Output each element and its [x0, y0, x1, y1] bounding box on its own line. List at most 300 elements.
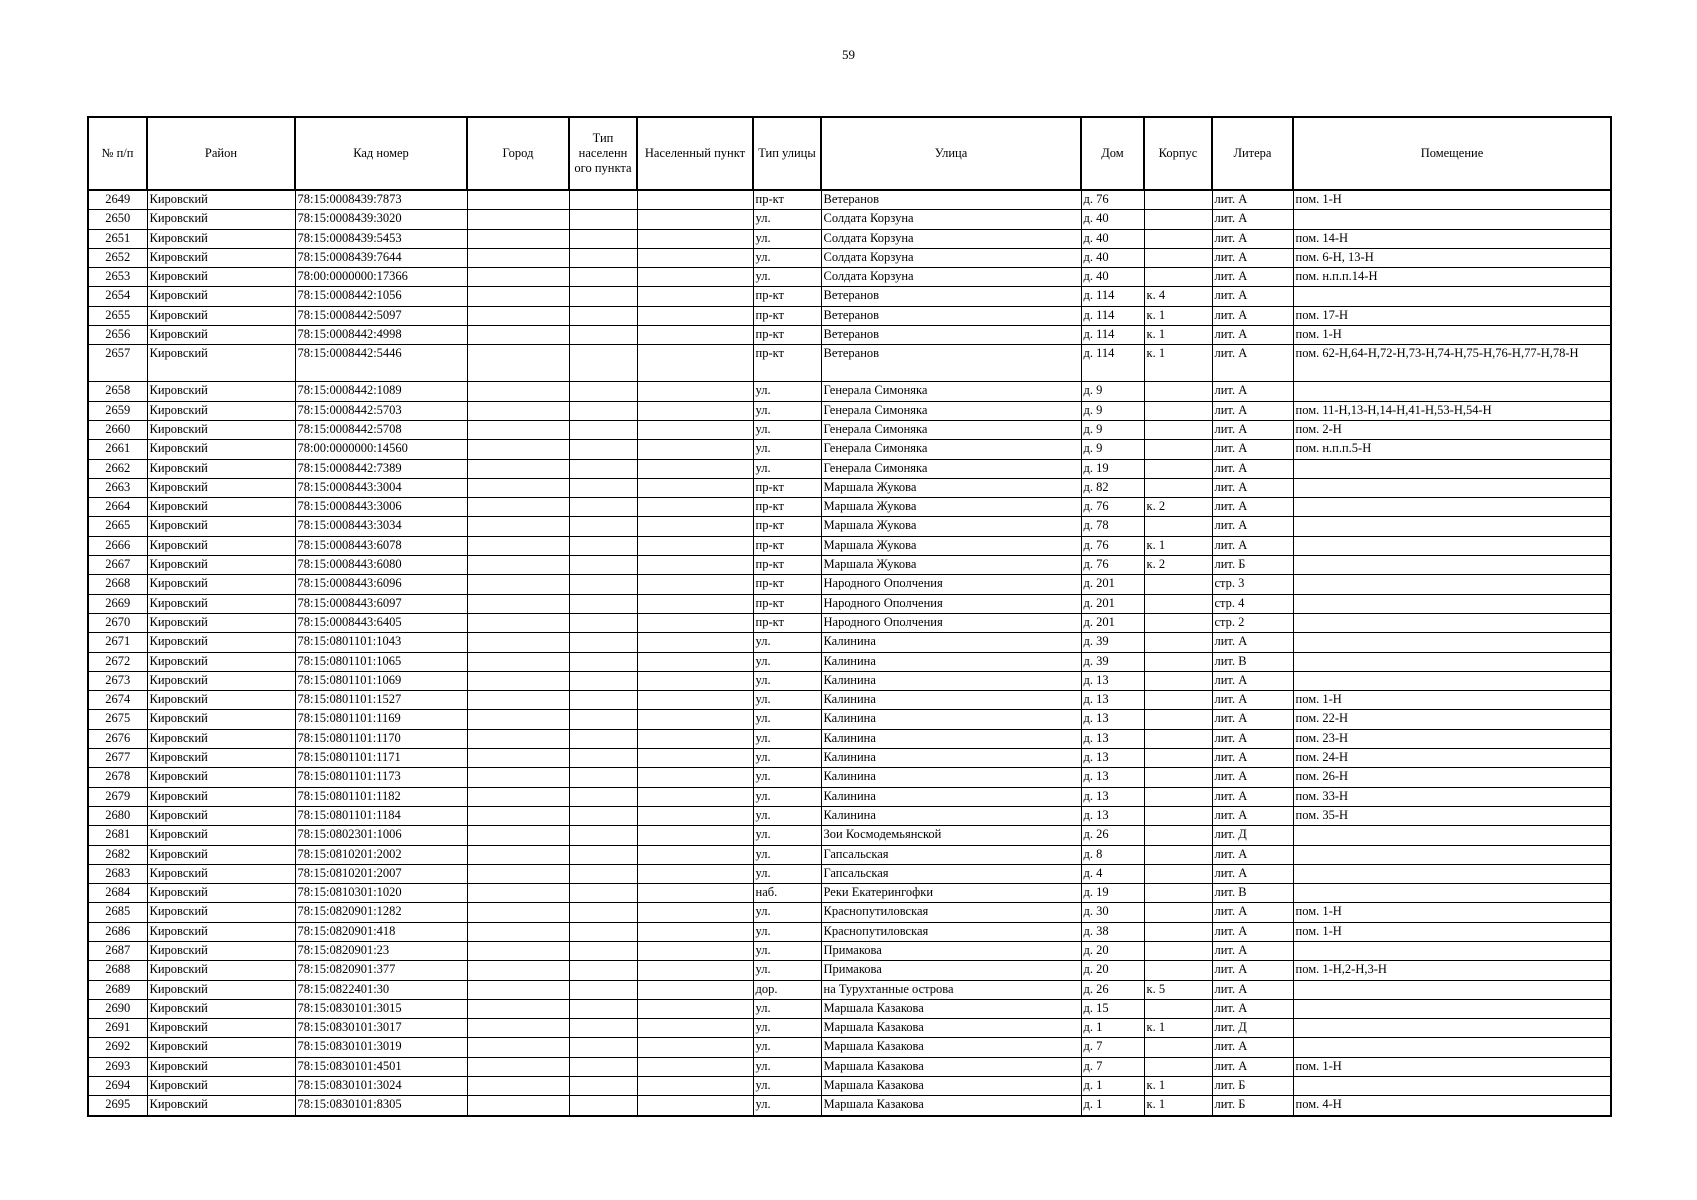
- table-row: [88, 671, 1611, 690]
- cell-col-street-type: пр-кт: [753, 326, 821, 345]
- cell-col-settlement: [637, 806, 753, 825]
- cell-col-settlement-type: [569, 287, 637, 306]
- cell-col-city: [467, 806, 569, 825]
- cell-col-street-type: ул.: [753, 710, 821, 729]
- table-row: [88, 229, 1611, 248]
- cell-col-letter: лит. А: [1212, 268, 1293, 287]
- cell-col-settlement-type: [569, 326, 637, 345]
- cell-col-premises: пом. 14-Н: [1293, 229, 1611, 248]
- cell-col-building: [1144, 190, 1212, 210]
- cell-col-settlement-type: [569, 787, 637, 806]
- cell-col-letter: лит. А: [1212, 248, 1293, 267]
- cell-col-district: Кировский: [147, 884, 295, 903]
- cell-col-street: Маршала Казакова: [821, 1038, 1081, 1057]
- table-row: [88, 999, 1611, 1018]
- cell-col-settlement: [637, 787, 753, 806]
- cell-col-settlement: [637, 1077, 753, 1096]
- cell-col-number: 2695: [88, 1096, 147, 1116]
- cell-col-city: [467, 980, 569, 999]
- cell-col-building: к. 5: [1144, 980, 1212, 999]
- cell-col-city: [467, 961, 569, 980]
- cell-col-settlement-type: [569, 382, 637, 401]
- cell-col-cadastral: 78:15:0008439:7873: [295, 190, 467, 210]
- cell-col-number: 2650: [88, 210, 147, 229]
- cell-col-settlement: [637, 826, 753, 845]
- cell-col-premises: [1293, 941, 1611, 960]
- cell-col-city: [467, 729, 569, 748]
- cell-col-number: 2678: [88, 768, 147, 787]
- cell-col-district: Кировский: [147, 864, 295, 883]
- cell-col-cadastral: 78:15:0008439:3020: [295, 210, 467, 229]
- cell-col-house: д. 13: [1081, 806, 1144, 825]
- cell-col-house: д. 39: [1081, 633, 1144, 652]
- table-row: [88, 884, 1611, 903]
- cell-col-settlement-type: [569, 980, 637, 999]
- cell-col-cadastral: 78:15:0008443:6405: [295, 613, 467, 632]
- cell-col-street-type: пр-кт: [753, 594, 821, 613]
- cell-col-number: 2668: [88, 575, 147, 594]
- cell-col-letter: лит. А: [1212, 382, 1293, 401]
- cell-col-city: [467, 671, 569, 690]
- cell-col-settlement: [637, 941, 753, 960]
- cell-col-street-type: ул.: [753, 691, 821, 710]
- cell-col-settlement-type: [569, 729, 637, 748]
- cell-col-letter: лит. А: [1212, 536, 1293, 555]
- cell-col-number: 2671: [88, 633, 147, 652]
- cell-col-city: [467, 941, 569, 960]
- cell-col-premises: [1293, 556, 1611, 575]
- cell-col-street-type: ул.: [753, 1077, 821, 1096]
- cell-col-cadastral: 78:15:0801101:1043: [295, 633, 467, 652]
- cell-col-house: д. 114: [1081, 287, 1144, 306]
- cell-col-street-type: дор.: [753, 980, 821, 999]
- cell-col-house: д. 1: [1081, 1077, 1144, 1096]
- cell-col-number: 2680: [88, 806, 147, 825]
- cell-col-street-type: ул.: [753, 768, 821, 787]
- cell-col-house: д. 13: [1081, 749, 1144, 768]
- cell-col-street-type: ул.: [753, 248, 821, 267]
- cell-col-number: 2656: [88, 326, 147, 345]
- cell-col-city: [467, 575, 569, 594]
- cell-col-letter: лит. А: [1212, 498, 1293, 517]
- cell-col-city: [467, 401, 569, 420]
- cell-col-district: Кировский: [147, 556, 295, 575]
- cell-col-street-type: ул.: [753, 826, 821, 845]
- cell-col-building: [1144, 884, 1212, 903]
- cell-col-settlement: [637, 1096, 753, 1116]
- cell-col-settlement-type: [569, 248, 637, 267]
- cell-col-letter: лит. А: [1212, 287, 1293, 306]
- cell-col-street-type: ул.: [753, 1057, 821, 1076]
- cell-col-street-type: ул.: [753, 1096, 821, 1116]
- cell-col-street: Маршала Жукова: [821, 498, 1081, 517]
- cell-col-house: д. 13: [1081, 710, 1144, 729]
- cell-col-house: д. 40: [1081, 268, 1144, 287]
- cell-col-cadastral: 78:15:0008439:5453: [295, 229, 467, 248]
- cell-col-letter: лит. Д: [1212, 1019, 1293, 1038]
- cell-col-number: 2689: [88, 980, 147, 999]
- cell-col-street: Калинина: [821, 787, 1081, 806]
- cell-col-district: Кировский: [147, 420, 295, 439]
- cell-col-number: 2679: [88, 787, 147, 806]
- cell-col-street: Маршала Жукова: [821, 478, 1081, 497]
- cell-col-letter: лит. В: [1212, 652, 1293, 671]
- cell-col-building: [1144, 1057, 1212, 1076]
- cell-col-building: [1144, 229, 1212, 248]
- cell-col-building: [1144, 729, 1212, 748]
- table-row: [88, 440, 1611, 459]
- cell-col-street-type: ул.: [753, 903, 821, 922]
- cell-col-letter: лит. А: [1212, 345, 1293, 382]
- cell-col-number: 2667: [88, 556, 147, 575]
- cell-col-premises: пом. н.п.п.14-Н: [1293, 268, 1611, 287]
- cell-col-settlement-type: [569, 826, 637, 845]
- cell-col-number: 2676: [88, 729, 147, 748]
- cell-col-house: д. 1: [1081, 1096, 1144, 1116]
- cell-col-premises: пом. 1-Н: [1293, 903, 1611, 922]
- cell-col-cadastral: 78:15:0801101:1171: [295, 749, 467, 768]
- cell-col-street-type: наб.: [753, 884, 821, 903]
- cell-col-letter: лит. А: [1212, 980, 1293, 999]
- cell-col-street: Калинина: [821, 768, 1081, 787]
- cell-col-city: [467, 594, 569, 613]
- cell-col-cadastral: 78:15:0801101:1169: [295, 710, 467, 729]
- cell-col-house: д. 114: [1081, 326, 1144, 345]
- cell-col-building: [1144, 478, 1212, 497]
- cell-col-settlement: [637, 980, 753, 999]
- cell-col-house: д. 26: [1081, 826, 1144, 845]
- cell-col-street-type: ул.: [753, 210, 821, 229]
- table-row: [88, 575, 1611, 594]
- cell-col-city: [467, 652, 569, 671]
- cell-col-street-type: ул.: [753, 401, 821, 420]
- cell-col-settlement: [637, 268, 753, 287]
- cell-col-cadastral: 78:15:0830101:3015: [295, 999, 467, 1018]
- cell-col-premises: [1293, 826, 1611, 845]
- cell-col-street-type: ул.: [753, 806, 821, 825]
- cell-col-street-type: ул.: [753, 268, 821, 287]
- cell-col-building: к. 2: [1144, 498, 1212, 517]
- cell-col-settlement: [637, 478, 753, 497]
- cell-col-building: [1144, 845, 1212, 864]
- cell-col-number: 2659: [88, 401, 147, 420]
- cell-col-number: 2675: [88, 710, 147, 729]
- cell-col-district: Кировский: [147, 806, 295, 825]
- cell-col-premises: [1293, 980, 1611, 999]
- cell-col-settlement: [637, 420, 753, 439]
- cell-col-premises: пом. 35-Н: [1293, 806, 1611, 825]
- cell-col-premises: [1293, 864, 1611, 883]
- cell-col-district: Кировский: [147, 787, 295, 806]
- table-row: [88, 556, 1611, 575]
- cell-col-settlement-type: [569, 536, 637, 555]
- cell-col-street: Ветеранов: [821, 287, 1081, 306]
- cell-col-street: Примакова: [821, 961, 1081, 980]
- cell-col-premises: пом. 1-Н: [1293, 922, 1611, 941]
- cell-col-building: [1144, 710, 1212, 729]
- cell-col-house: д. 19: [1081, 459, 1144, 478]
- cell-col-street-type: пр-кт: [753, 536, 821, 555]
- cell-col-settlement-type: [569, 845, 637, 864]
- cell-col-premises: пом. 1-Н: [1293, 190, 1611, 210]
- cell-col-settlement-type: [569, 1019, 637, 1038]
- cell-col-district: Кировский: [147, 922, 295, 941]
- cell-col-settlement: [637, 903, 753, 922]
- cell-col-city: [467, 633, 569, 652]
- cell-col-cadastral: 78:15:0830101:8305: [295, 1096, 467, 1116]
- cell-col-street: Ветеранов: [821, 190, 1081, 210]
- cell-col-premises: [1293, 210, 1611, 229]
- cell-col-district: Кировский: [147, 941, 295, 960]
- cell-col-settlement: [637, 999, 753, 1018]
- cell-col-building: [1144, 459, 1212, 478]
- cell-col-number: 2658: [88, 382, 147, 401]
- cell-col-city: [467, 420, 569, 439]
- cell-col-cadastral: 78:15:0810201:2007: [295, 864, 467, 883]
- cell-col-letter: стр. 2: [1212, 613, 1293, 632]
- cell-col-city: [467, 287, 569, 306]
- cell-col-street: Гапсальская: [821, 864, 1081, 883]
- cell-col-house: д. 13: [1081, 768, 1144, 787]
- cell-col-premises: пом. 22-Н: [1293, 710, 1611, 729]
- cell-col-building: [1144, 961, 1212, 980]
- table-row: [88, 710, 1611, 729]
- cell-col-settlement: [637, 1019, 753, 1038]
- cell-col-district: Кировский: [147, 594, 295, 613]
- cell-col-city: [467, 459, 569, 478]
- cell-col-building: [1144, 248, 1212, 267]
- cell-col-settlement-type: [569, 556, 637, 575]
- table-row: [88, 498, 1611, 517]
- cell-col-city: [467, 306, 569, 325]
- cell-col-city: [467, 382, 569, 401]
- header-col-number: № п/п: [88, 117, 147, 190]
- cell-col-building: [1144, 382, 1212, 401]
- cell-col-number: 2683: [88, 864, 147, 883]
- cell-col-number: 2681: [88, 826, 147, 845]
- cell-col-cadastral: 78:15:0008442:5097: [295, 306, 467, 325]
- cell-col-building: [1144, 806, 1212, 825]
- cell-col-district: Кировский: [147, 633, 295, 652]
- cell-col-city: [467, 710, 569, 729]
- cell-col-district: Кировский: [147, 306, 295, 325]
- cell-col-district: Кировский: [147, 575, 295, 594]
- cell-col-premises: [1293, 884, 1611, 903]
- table-row: [88, 420, 1611, 439]
- cell-col-premises: пом. 62-Н,64-Н,72-Н,73-Н,74-Н,75-Н,76-Н,77-Н,78-Н: [1293, 345, 1611, 382]
- cell-col-city: [467, 787, 569, 806]
- cell-col-settlement: [637, 652, 753, 671]
- cell-col-city: [467, 268, 569, 287]
- cell-col-number: 2685: [88, 903, 147, 922]
- cell-col-premises: пом. 6-Н, 13-Н: [1293, 248, 1611, 267]
- cell-col-city: [467, 498, 569, 517]
- header-col-settlement: Населенный пункт: [637, 117, 753, 190]
- cell-col-premises: пом. 1-Н: [1293, 1057, 1611, 1076]
- cell-col-street-type: ул.: [753, 1038, 821, 1057]
- table-row: [88, 633, 1611, 652]
- cell-col-number: 2664: [88, 498, 147, 517]
- cell-col-number: 2660: [88, 420, 147, 439]
- cell-col-premises: [1293, 1077, 1611, 1096]
- cell-col-district: Кировский: [147, 999, 295, 1018]
- cell-col-district: Кировский: [147, 845, 295, 864]
- cell-col-house: д. 20: [1081, 941, 1144, 960]
- cell-col-house: д. 13: [1081, 729, 1144, 748]
- cell-col-city: [467, 691, 569, 710]
- table-row: [88, 306, 1611, 325]
- table-row: [88, 287, 1611, 306]
- cell-col-letter: лит. А: [1212, 999, 1293, 1018]
- cell-col-cadastral: 78:15:0820901:377: [295, 961, 467, 980]
- cell-col-number: 2657: [88, 345, 147, 382]
- cell-col-city: [467, 1057, 569, 1076]
- cell-col-building: к. 1: [1144, 306, 1212, 325]
- cell-col-building: [1144, 922, 1212, 941]
- cell-col-number: 2677: [88, 749, 147, 768]
- cell-col-letter: лит. А: [1212, 306, 1293, 325]
- cell-col-settlement-type: [569, 613, 637, 632]
- cell-col-cadastral: 78:15:0820901:1282: [295, 903, 467, 922]
- table-body: [88, 190, 1611, 1116]
- header-col-street-type: Тип улицы: [753, 117, 821, 190]
- table-row: [88, 652, 1611, 671]
- cell-col-number: 2686: [88, 922, 147, 941]
- cell-col-street-type: пр-кт: [753, 498, 821, 517]
- cell-col-settlement: [637, 345, 753, 382]
- cell-col-building: [1144, 401, 1212, 420]
- cell-col-premises: пом. 1-Н: [1293, 326, 1611, 345]
- cell-col-number: 2666: [88, 536, 147, 555]
- cell-col-cadastral: 78:15:0830101:3019: [295, 1038, 467, 1057]
- cell-col-street: Ветеранов: [821, 306, 1081, 325]
- cell-col-house: д. 30: [1081, 903, 1144, 922]
- cell-col-cadastral: 78:15:0822401:30: [295, 980, 467, 999]
- cell-col-district: Кировский: [147, 345, 295, 382]
- cell-col-street: Народного Ополчения: [821, 613, 1081, 632]
- cell-col-letter: лит. А: [1212, 401, 1293, 420]
- cell-col-number: 2684: [88, 884, 147, 903]
- cell-col-city: [467, 749, 569, 768]
- cell-col-city: [467, 999, 569, 1018]
- cell-col-letter: лит. А: [1212, 229, 1293, 248]
- cell-col-building: [1144, 268, 1212, 287]
- header-col-city: Город: [467, 117, 569, 190]
- cell-col-street: Маршала Казакова: [821, 1019, 1081, 1038]
- cell-col-city: [467, 326, 569, 345]
- cell-col-street-type: пр-кт: [753, 287, 821, 306]
- cell-col-street: Калинина: [821, 710, 1081, 729]
- cell-col-building: [1144, 652, 1212, 671]
- cell-col-building: [1144, 749, 1212, 768]
- cell-col-settlement: [637, 536, 753, 555]
- cell-col-settlement: [637, 594, 753, 613]
- cell-col-cadastral: 78:15:0830101:3017: [295, 1019, 467, 1038]
- cell-col-district: Кировский: [147, 1019, 295, 1038]
- cell-col-premises: [1293, 999, 1611, 1018]
- cell-col-street-type: пр-кт: [753, 478, 821, 497]
- cell-col-district: Кировский: [147, 691, 295, 710]
- cell-col-street: Калинина: [821, 806, 1081, 825]
- cell-col-building: [1144, 691, 1212, 710]
- cell-col-cadastral: 78:15:0008442:7389: [295, 459, 467, 478]
- cell-col-district: Кировский: [147, 613, 295, 632]
- cell-col-number: 2653: [88, 268, 147, 287]
- cell-col-settlement: [637, 556, 753, 575]
- cell-col-settlement-type: [569, 401, 637, 420]
- table-row: [88, 980, 1611, 999]
- page-number: 59: [842, 47, 855, 62]
- cell-col-settlement-type: [569, 575, 637, 594]
- cell-col-settlement-type: [569, 1096, 637, 1116]
- cell-col-premises: [1293, 459, 1611, 478]
- cell-col-street-type: пр-кт: [753, 575, 821, 594]
- cell-col-premises: пом. 1-Н,2-Н,3-Н: [1293, 961, 1611, 980]
- cell-col-building: [1144, 594, 1212, 613]
- cell-col-cadastral: 78:15:0008442:1056: [295, 287, 467, 306]
- cell-col-letter: лит. А: [1212, 864, 1293, 883]
- cell-col-house: д. 13: [1081, 671, 1144, 690]
- header-col-building: Корпус: [1144, 117, 1212, 190]
- cell-col-cadastral: 78:15:0820901:23: [295, 941, 467, 960]
- cell-col-city: [467, 536, 569, 555]
- cell-col-district: Кировский: [147, 229, 295, 248]
- cell-col-house: д. 82: [1081, 478, 1144, 497]
- cell-col-house: д. 19: [1081, 884, 1144, 903]
- table-row: [88, 749, 1611, 768]
- cell-col-district: Кировский: [147, 729, 295, 748]
- cell-col-district: Кировский: [147, 459, 295, 478]
- cell-col-street: Генерала Симоняка: [821, 420, 1081, 439]
- cell-col-premises: [1293, 536, 1611, 555]
- cell-col-cadastral: 78:15:0801101:1170: [295, 729, 467, 748]
- cell-col-district: Кировский: [147, 517, 295, 536]
- cell-col-settlement-type: [569, 806, 637, 825]
- cell-col-street-type: ул.: [753, 845, 821, 864]
- cell-col-cadastral: 78:15:0810301:1020: [295, 884, 467, 903]
- cell-col-settlement-type: [569, 498, 637, 517]
- cell-col-cadastral: 78:15:0802301:1006: [295, 826, 467, 845]
- table-row: [88, 1096, 1611, 1116]
- cell-col-premises: [1293, 633, 1611, 652]
- cell-col-number: 2652: [88, 248, 147, 267]
- cell-col-street: Генерала Симоняка: [821, 459, 1081, 478]
- cell-col-street-type: ул.: [753, 864, 821, 883]
- cell-col-premises: пом. 1-Н: [1293, 691, 1611, 710]
- cell-col-city: [467, 517, 569, 536]
- cell-col-cadastral: 78:15:0801101:1184: [295, 806, 467, 825]
- cell-col-building: [1144, 864, 1212, 883]
- cell-col-street: Калинина: [821, 633, 1081, 652]
- cell-col-building: к. 4: [1144, 287, 1212, 306]
- cell-col-number: 2662: [88, 459, 147, 478]
- cell-col-settlement: [637, 459, 753, 478]
- cell-col-number: 2688: [88, 961, 147, 980]
- cell-col-settlement: [637, 749, 753, 768]
- cell-col-cadastral: 78:15:0008442:5708: [295, 420, 467, 439]
- cell-col-letter: лит. Б: [1212, 1077, 1293, 1096]
- cell-col-cadastral: 78:15:0008443:6080: [295, 556, 467, 575]
- cell-col-premises: [1293, 478, 1611, 497]
- cell-col-settlement-type: [569, 999, 637, 1018]
- header-col-letter: Литера: [1212, 117, 1293, 190]
- cell-col-street: Примакова: [821, 941, 1081, 960]
- cell-col-settlement-type: [569, 1077, 637, 1096]
- cell-col-settlement: [637, 248, 753, 267]
- cell-col-letter: лит. А: [1212, 440, 1293, 459]
- cell-col-building: к. 2: [1144, 556, 1212, 575]
- cell-col-premises: пом. 24-Н: [1293, 749, 1611, 768]
